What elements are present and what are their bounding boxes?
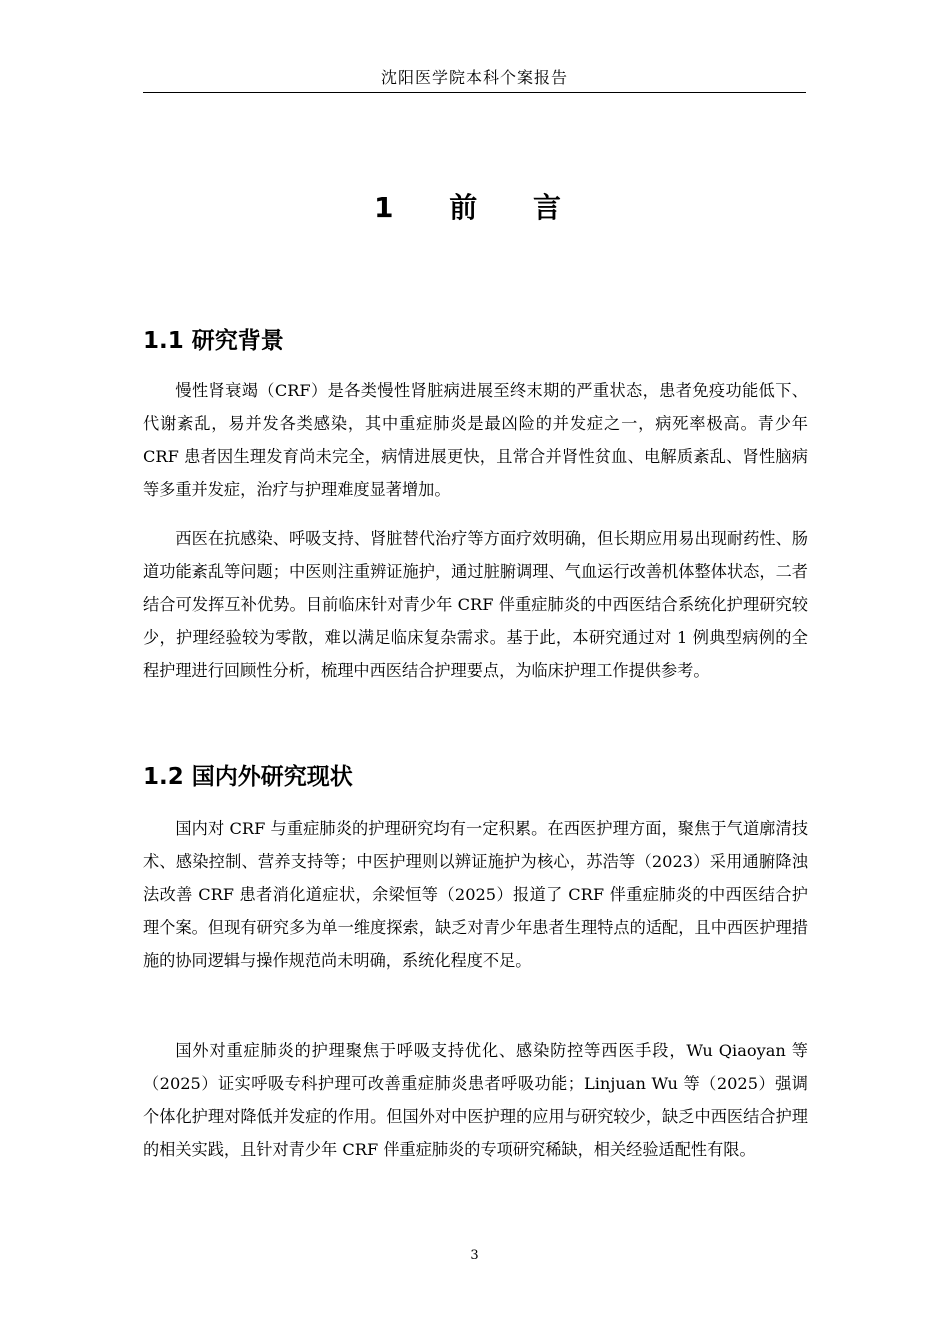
paragraph-background-1: 慢性肾衰竭（CRF）是各类慢性肾脏病进展至终末期的严重状态，患者免疫功能低下、代谢紊乱，易并发各类感染，其中重症肺炎是最凶险的并发症之一，病死率极高。青少年 CRF 患者因生理发育尚未完全，病情进展更快，且常合并肾性贫血、电解质紊乱、肾性脑病等多重并发症，治疗与护理难度显著增加。 (143, 381, 808, 499)
paragraph-background-2: 西医在抗感染、呼吸支持、肾脏替代治疗等方面疗效明确，但长期应用易出现耐药性、肠道功能紊乱等问题；中医则注重辨证施护，通过脏腑调理、气血运行改善机体整体状态，二者结合可发挥互补优势。目前临床针对青少年 CRF 伴重症肺炎的中西医结合系统化护理研究较少，护理经验较为零散，难以满足临床复杂需求。基于此，本研究通过对 1 例典型病例的全程护理进行回顾性分析，梳理中西医结合护理要点，为临床护理工作提供参考。 (143, 529, 808, 680)
paragraph-status-2: 国外对重症肺炎的护理聚焦于呼吸支持优化、感染防控等西医手段，Wu Qiaoyan 等（2025）证实呼吸专科护理可改善重症肺炎患者呼吸功能；Linjuan Wu 等（2025）强调个体化护理对降低并发症的作用。但国外对中医护理的应用与研究较少，缺乏中西医结合护理的相关实践，且针对青少年 CRF 伴重症肺炎的专项研究稀缺，相关经验适配性有限。 (143, 1041, 808, 1159)
chapter-title: 1 前 言 (374, 191, 575, 224)
page-number: 3 (470, 1248, 479, 1263)
section-heading-background: 1.1 研究背景 (143, 328, 284, 354)
running-header: 沈阳医学院本科个案报告 (143, 64, 806, 93)
section-heading-research-status: 1.2 国内外研究现状 (143, 764, 353, 790)
paragraph-status-1: 国内对 CRF 与重症肺炎的护理研究均有一定积累。在西医护理方面，聚焦于气道廓清技术、感染控制、营养支持等；中医护理则以辨证施护为核心，苏浩等（2023）采用通腑降浊法改善 CRF 患者消化道症状，余梁恒等（2025）报道了 CRF 伴重症肺炎的中西医结合护理个案。但现有研究多为单一维度探索，缺乏对青少年患者生理特点的适配，且中西医护理措施的协同逻辑与操作规范尚未明确，系统化程度不足。 (143, 819, 808, 970)
